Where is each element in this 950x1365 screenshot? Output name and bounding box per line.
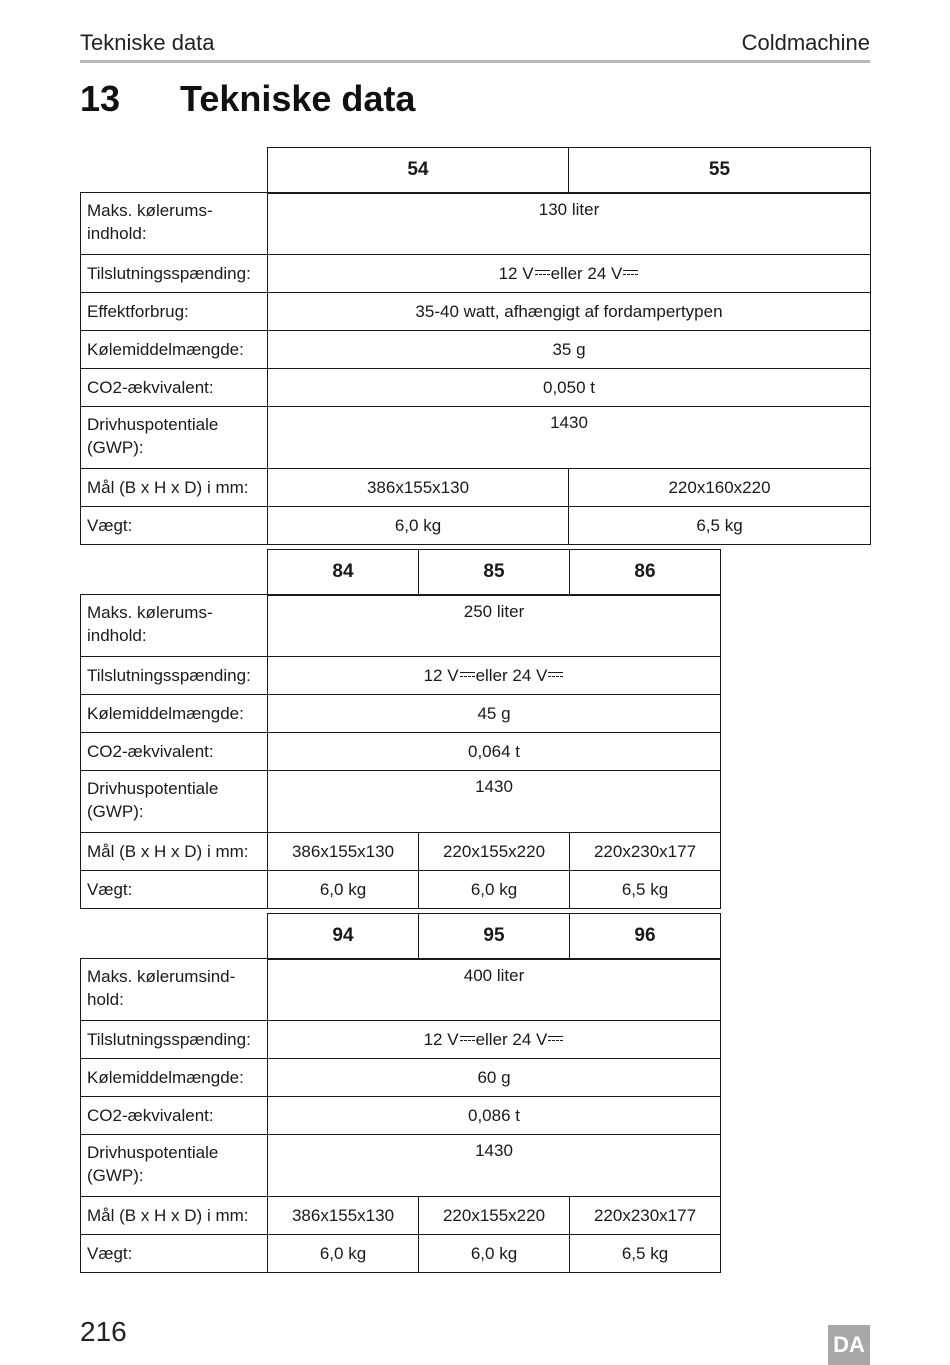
model-heading: 85 [419, 550, 570, 595]
dc-symbol-icon [460, 671, 475, 679]
refrigerant-value: 35 g [268, 331, 871, 369]
voltage-24: eller 24 V [475, 1029, 548, 1049]
dims-value: 386x155x130 [268, 469, 569, 507]
co2-value: 0,064 t [268, 733, 721, 771]
model-heading: 86 [570, 550, 721, 595]
label-line: (GWP): [87, 438, 144, 457]
table-row [81, 771, 721, 833]
table-row [81, 369, 871, 407]
spec-table-94-96 [80, 913, 721, 1273]
label-line: Drivhuspotentiale [87, 779, 219, 798]
voltage-value [268, 657, 721, 695]
row-label [81, 595, 268, 657]
running-header-section: Tekniske data [80, 30, 215, 55]
weight-value: 6,0 kg [419, 871, 570, 909]
row-label: Kølemiddelmængde: [81, 331, 268, 369]
table-header-row [81, 914, 721, 959]
table-row [81, 1021, 721, 1059]
dims-value: 220x160x220 [569, 469, 871, 507]
label-line: Maks. kølerumsind- [87, 967, 236, 986]
table-row [81, 293, 871, 331]
gwp-value: 1430 [268, 771, 721, 833]
dc-symbol-icon [623, 269, 638, 277]
model-heading: 96 [570, 914, 721, 959]
table-row [81, 871, 721, 909]
co2-value: 0,086 t [268, 1097, 721, 1135]
weight-value: 6,5 kg [570, 871, 721, 909]
power-value: 35-40 watt, afhængigt af fordampertypen [268, 293, 871, 331]
row-label: Tilslutningsspænding: [81, 657, 268, 695]
table-row [81, 1197, 721, 1235]
weight-value: 6,5 kg [570, 1235, 721, 1273]
label-line: Maks. kølerums- [87, 201, 213, 220]
row-label: Vægt: [81, 871, 268, 909]
label-line: Drivhuspotentiale [87, 415, 219, 434]
row-label: Tilslutningsspænding: [81, 255, 268, 293]
row-label: CO2-ækvivalent: [81, 1097, 268, 1135]
voltage-value [268, 1021, 721, 1059]
table-row [81, 657, 721, 695]
label-line: Maks. kølerums- [87, 603, 213, 622]
table-row [81, 193, 871, 255]
header-divider [80, 60, 870, 63]
row-label: CO2-ækvivalent: [81, 369, 268, 407]
table-row [81, 695, 721, 733]
weight-value: 6,0 kg [268, 871, 419, 909]
weight-value: 6,0 kg [419, 1235, 570, 1273]
gwp-value: 1430 [268, 1135, 721, 1197]
co2-value: 0,050 t [268, 369, 871, 407]
row-label [81, 407, 268, 469]
dims-value: 220x155x220 [419, 1197, 570, 1235]
voltage-24: eller 24 V [475, 665, 548, 685]
weight-value: 6,0 kg [268, 507, 569, 545]
model-heading: 95 [419, 914, 570, 959]
row-label [81, 1135, 268, 1197]
label-line: (GWP): [87, 1166, 144, 1185]
table-row [81, 255, 871, 293]
language-badge: DA [828, 1325, 870, 1365]
model-heading: 94 [268, 914, 419, 959]
label-line: indhold: [87, 224, 147, 243]
row-label: Kølemiddelmængde: [81, 1059, 268, 1097]
chapter-title: Tekniske data [180, 78, 416, 119]
model-heading: 54 [268, 148, 569, 193]
table-row [81, 507, 871, 545]
table-header-row [81, 550, 721, 595]
dc-symbol-icon [548, 1035, 563, 1043]
header-spacer [81, 914, 268, 959]
table-row [81, 331, 871, 369]
dims-value: 386x155x130 [268, 833, 419, 871]
capacity-value: 130 liter [268, 193, 871, 255]
table-row [81, 469, 871, 507]
refrigerant-value: 45 g [268, 695, 721, 733]
dc-symbol-icon [535, 269, 550, 277]
voltage-12: 12 V [498, 263, 534, 283]
label-line: hold: [87, 990, 124, 1009]
row-label: Mål (B x H x D) i mm: [81, 1197, 268, 1235]
row-label: Tilslutningsspænding: [81, 1021, 268, 1059]
label-line: indhold: [87, 626, 147, 645]
chapter-number: 13 [80, 78, 121, 119]
table-header-row [81, 148, 871, 193]
capacity-value: 250 liter [268, 595, 721, 657]
model-heading: 84 [268, 550, 419, 595]
header-spacer [81, 550, 268, 595]
table-row [81, 1059, 721, 1097]
row-label: Effektforbrug: [81, 293, 268, 331]
row-label: Mål (B x H x D) i mm: [81, 469, 268, 507]
voltage-value [268, 255, 871, 293]
capacity-value: 400 liter [268, 959, 721, 1021]
dc-symbol-icon [460, 1035, 475, 1043]
row-label: Vægt: [81, 507, 268, 545]
row-label: Vægt: [81, 1235, 268, 1273]
voltage-24: eller 24 V [550, 263, 623, 283]
row-label [81, 193, 268, 255]
weight-value: 6,5 kg [569, 507, 871, 545]
table-row [81, 1135, 721, 1197]
row-label: Kølemiddelmængde: [81, 695, 268, 733]
dc-symbol-icon [548, 671, 563, 679]
dims-value: 220x230x177 [570, 1197, 721, 1235]
row-label [81, 959, 268, 1021]
spec-table-84-86 [80, 549, 721, 909]
table-row [81, 1235, 721, 1273]
table-row [81, 733, 721, 771]
table-row [81, 959, 721, 1021]
weight-value: 6,0 kg [268, 1235, 419, 1273]
header-spacer [81, 148, 268, 193]
table-row [81, 407, 871, 469]
label-line: (GWP): [87, 802, 144, 821]
gwp-value: 1430 [268, 407, 871, 469]
label-line: Drivhuspotentiale [87, 1143, 219, 1162]
running-header-product: Coldmachine [741, 30, 870, 55]
row-label [81, 771, 268, 833]
table-row [81, 833, 721, 871]
row-label: Mål (B x H x D) i mm: [81, 833, 268, 871]
voltage-12: 12 V [423, 665, 459, 685]
table-row [81, 595, 721, 657]
page-number: 216 [80, 1316, 127, 1347]
spec-table-54-55 [80, 147, 871, 545]
dims-value: 386x155x130 [268, 1197, 419, 1235]
voltage-12: 12 V [423, 1029, 459, 1049]
row-label: CO2-ækvivalent: [81, 733, 268, 771]
refrigerant-value: 60 g [268, 1059, 721, 1097]
model-heading: 55 [569, 148, 871, 193]
dims-value: 220x230x177 [570, 833, 721, 871]
table-row [81, 1097, 721, 1135]
dims-value: 220x155x220 [419, 833, 570, 871]
